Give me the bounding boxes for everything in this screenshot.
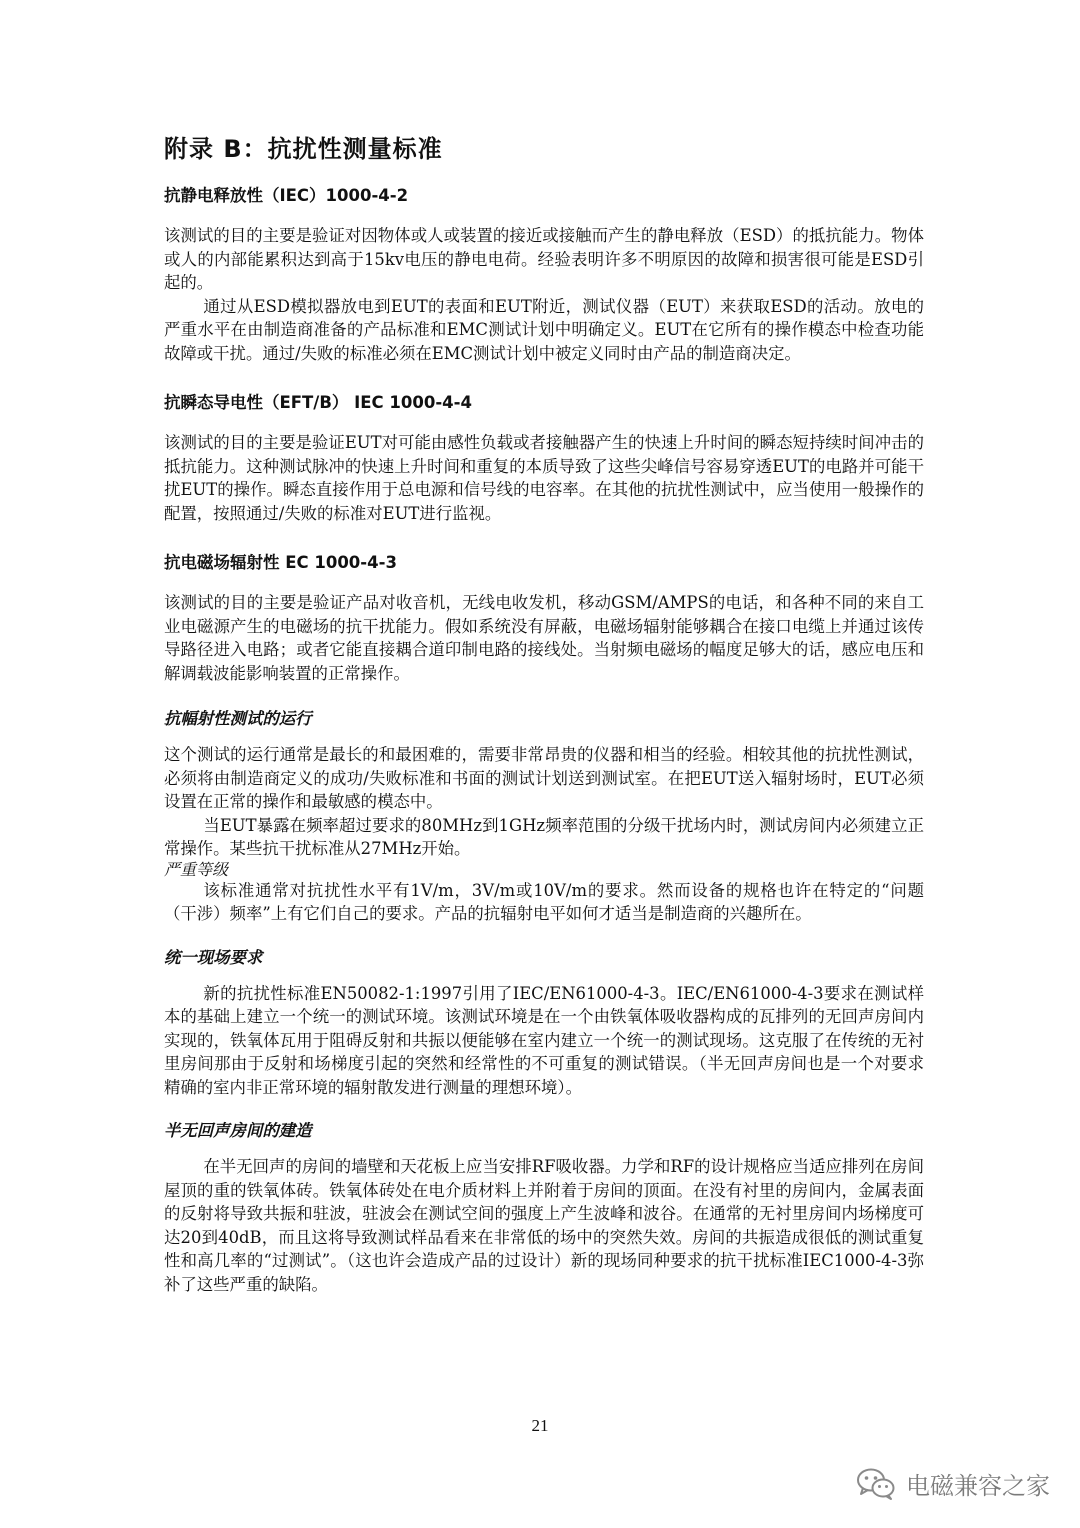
section-esd xyxy=(164,184,924,365)
esd-paragraph-2: 通过从ESD模拟器放电到EUT的表面和EUT附近，测试仪器（EUT）来获取ESD的活动。放电的严重水平在由制造商准备的产品标准和EMC测试计划中明确定义。EUT在它所有的操作模态中检查功能故障或干扰。通过/失败的标准必须在EMC测试计划中被定义同时由产品的制造商决定。 xyxy=(164,296,924,363)
document-page xyxy=(164,132,924,1322)
watermark-text: 电磁兼容之家 xyxy=(906,1472,1050,1500)
section-heading-radiated: 抗电磁场辐射性 EC 1000-4-3 xyxy=(164,553,397,572)
chamber-heading: 半无回声房间的建造 xyxy=(164,1121,312,1140)
severity-heading: 严重等级 xyxy=(164,859,229,879)
section-radiated xyxy=(164,551,924,685)
uniform-field-paragraph: 新的抗扰性标准EN50082-1:1997引用了IEC/EN61000-4-3。IEC/EN61000-4-3要求在测试样本的基础上建立一个统一的测试环境。该测试环境是在一个由铁氧体吸收器构成的瓦排列的无回声房间内实现的，铁氧体瓦用于阻碍反射和共振以便能够在室内建立一个统一的测试现场。这克服了在传统的无衬里房间那由于反射和场梯度引起的突然和经常性的不可重复的测试错误。（半无回声房间也是一个对要求精确的室内非正常环境的辐射散发进行测量的理想环境）。 xyxy=(164,983,924,1097)
operation-paragraph-1: 这个测试的运行通常是最长的和最困难的，需要非常昂贵的仪器和相当的经验。相较其他的抗扰性测试，必须将由制造商定义的成功/失败标准和书面的测试计划送到测试室。在把EUT送入辐射场时，EUT必须设置在正常的操作和最敏感的模态中。 xyxy=(164,745,924,811)
esd-paragraph-1: 该测试的目的主要是验证对因物体或人或装置的接近或接触而产生的静电释放（ESD）的抵抗能力。物体或人的内部能累积达到高于15kv电压的静电电荷。经验表明许多不明原因的故障和损害很可能是ESD引起的。 xyxy=(164,226,924,292)
watermark xyxy=(856,1466,1050,1501)
radiated-paragraph-1: 该测试的目的主要是验证产品对收音机，无线电收发机，移动GSM/AMPS的电话，和各种不同的来自工业电磁源产生的电磁场的抗干扰能力。假如系统没有屏蔽，电磁场辐射能够耦合在接口电缆上并通过该传导路径进入电路；或者它能直接耦合道印制电路的接线处。当射频电磁场的幅度足够大的话，感应电压和解调载波能影响装置的正常操作。 xyxy=(164,593,924,683)
eft-paragraph-1: 该测试的目的主要是验证EUT对可能由感性负载或者接触器产生的快速上升时间的瞬态短持续时间冲击的抵抗能力。这种测试脉冲的快速上升时间和重复的本质导致了这些尖峰信号容易穿透EUT的电路并可能干扰EUT的操作。瞬态直接作用于总电源和信号线的电容率。在其他的抗扰性测试中，应当使用一般操作的配置，按照通过/失败的标准对EUT进行监视。 xyxy=(164,433,924,523)
operation-heading: 抗幅射性测试的运行 xyxy=(164,709,312,728)
section-heading-eft: 抗瞬态导电性（EFT/B） IEC 1000-4-4 xyxy=(164,393,472,412)
section-uniform-field xyxy=(164,946,924,1100)
page-number: 21 xyxy=(531,1416,549,1435)
section-eft xyxy=(164,391,924,525)
section-operation xyxy=(164,707,924,926)
chamber-paragraph: 在半无回声的房间的墙壁和天花板上应当安排RF吸收器。力学和RF的设计规格应当适应排列在房间屋顶的重的铁氧体砖。铁氧体砖处在电介质材料上并附着于房间的顶面。在没有衬里的房间内，金属表面的反射将导致共振和驻波，驻波会在测试空间的强度上产生波峰和波谷。在通常的无衬里房间内场梯度可达20到40dB，而且这将导致测试样品看来在非常低的场中的突然失效。房间的共振造成很低的测试重复性和高几率的“过测试”。（这也许会造成产品的过设计）新的现场同种要求的抗干扰标准IEC1000-4-3弥补了这些严重的缺陷。 xyxy=(164,1157,924,1294)
uniform-field-heading: 统一现场要求 xyxy=(164,947,263,967)
section-chamber xyxy=(164,1119,924,1296)
severity-paragraph: 该标准通常对抗扰性水平有1V/m，3V/m或10V/m的要求。然而设备的规格也许在特定的“问题（干涉）频率”上有它们自己的要求。产品的抗辐射电平如何才适当是制造商的兴趣所在。 xyxy=(164,880,924,923)
operation-paragraph-2: 当EUT暴露在频率超过要求的80MHz到1GHz频率范围的分级干扰场内时，测试房间内必须建立正常操作。某些抗干扰标准从27MHz开始。 xyxy=(164,815,924,858)
appendix-title: 附录 B：抗扰性测量标准 xyxy=(164,135,443,163)
wechat-icon xyxy=(856,1467,896,1501)
section-heading-esd: 抗静电释放性（IEC）1000-4-2 xyxy=(164,186,409,205)
